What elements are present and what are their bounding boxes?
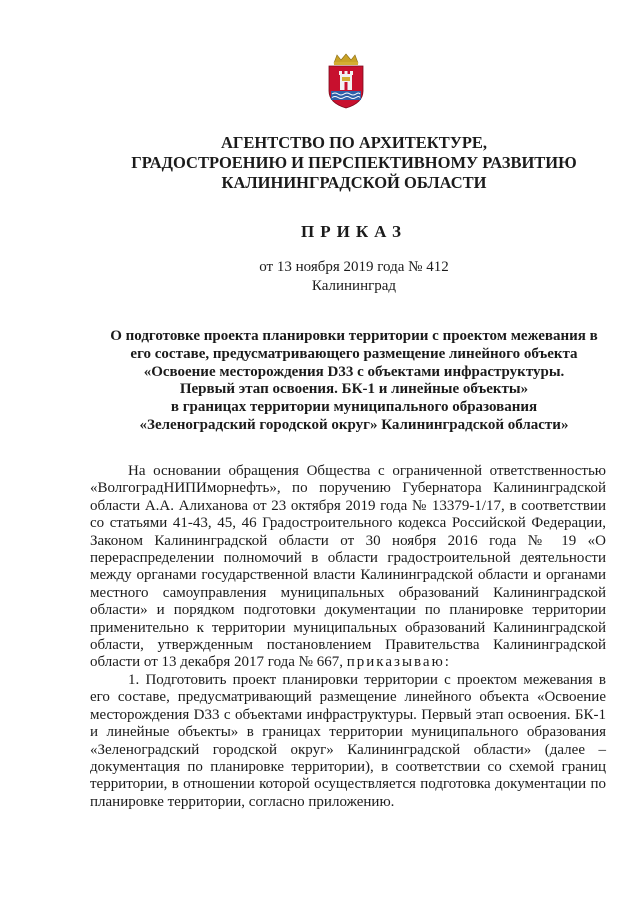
subject-line: О подготовке проекта планировки территории с проектом межевания в [110,328,598,344]
order-subject [90,328,618,435]
subject-line: в границах территории муниципального образования [170,399,538,416]
subject-line: Первый этап освоения. БК-1 и линейные объекты» [179,381,529,398]
agency-line: АГЕНТСТВО ПО АРХИТЕКТУРЕ, [220,133,488,152]
subject-line: его составе, предусматривающего размещение линейного объекта [130,345,578,362]
preamble-text: На основании обращения Общества с ограниченной ответственностью «ВолгоградНИПИморнефть», по поручению Губернатора Калининградской области А.А. Алиханова от 23 октября 2019 года № 13379-1/17, в соответствии со статьями 41-43, 45, 46 Градостроительного кодекса Российской Федерации, Законом Калининградской области от 30 ноября 2016 года № 19 «О перераспределении полномочий в области градостроительной деятельности между органами государственной власти Калининградской области и органами местного самоуправления муниципальных образований Калининградской области» и порядком подготовки документации по планировке территории применительно к территории муниципальных образований Калининградской области, утвержденным постановлением Правительства Калининградской области от 13 декабря 2017 года № 667, [90,463,606,671]
order-date: от 13 ноября 2019 года № 412 [259,259,449,275]
agency-line: ГРАДОСТРОЕНИЮ И ПЕРСПЕКТИВНОМУ РАЗВИТИЮ [131,153,577,172]
order-body [90,463,606,811]
agency-line: КАЛИНИНГРАДСКОЙ ОБЛАСТИ [221,173,487,192]
order-meta [90,258,618,296]
order-title: ПРИКАЗ [301,222,407,241]
subject-line: «Зеленоградский городской округ» Калининградской области» [139,416,569,433]
preamble-paragraph [90,463,606,672]
kaliningrad-coat-of-arms-icon [323,53,369,109]
order-city: Калининград [311,278,397,294]
subject-line: «Освоение месторождения D33 с объектами инфраструктуры. [143,363,565,380]
order-word: приказываю: [346,654,451,671]
item-1-paragraph: 1. Подготовить проект планировки территории с проектом межевания в его составе, предусматривающий размещение линейного объекта «Освоение месторождения D33 с объектами инфраструктуры. Первый этап освоения. БК-1 и линейные объекты» в границах территории муниципального образования «Зеленоградский городской округ» Калининградской области» (далее – документация по планировке территории), в соответствии со схемой границ территории, в отношении которой осуществляется подготовка документации по планировке территории, согласно приложению. [90,671,606,810]
agency-name [90,133,618,193]
